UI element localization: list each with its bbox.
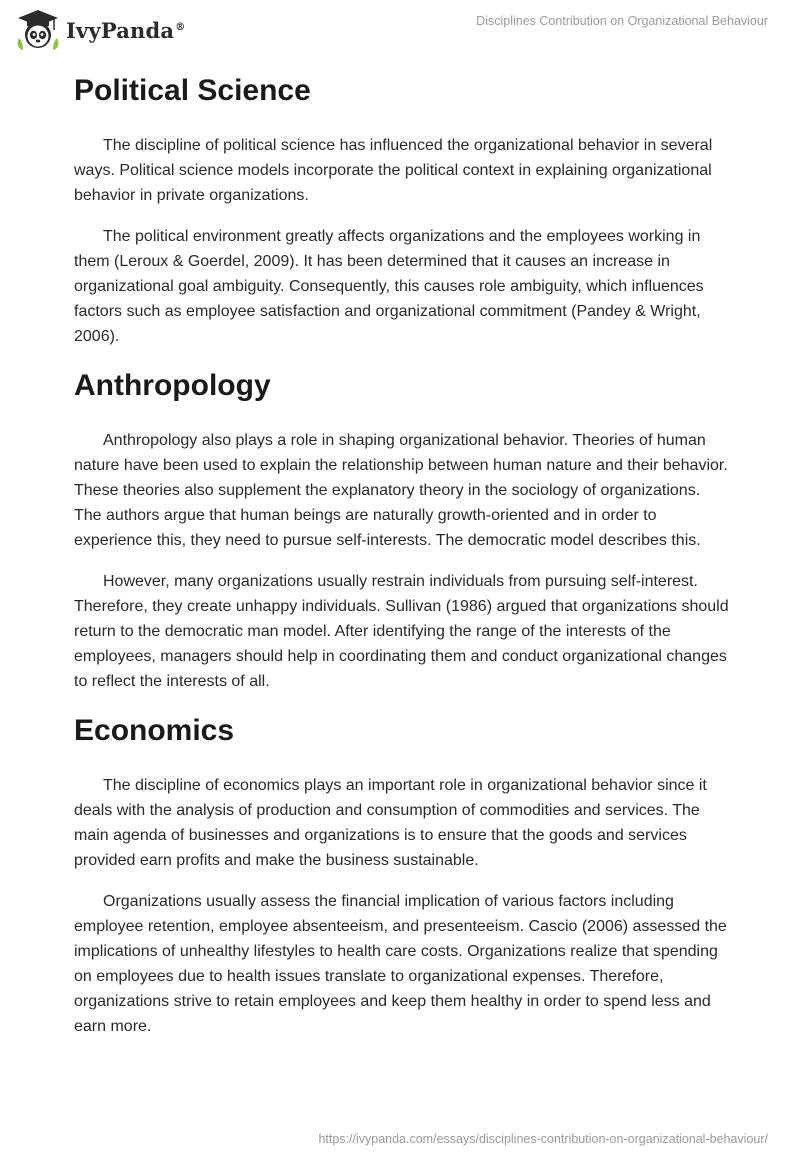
document-title: Disciplines Contribution on Organizational Behaviour: [476, 14, 768, 28]
paragraph: Organizations usually assess the financial implication of various factors including employee retention, employee absenteeism, and presenteeism. Cascio (2006) assessed the implications of unhealthy lifestyles to health care costs. Organizations realize that spending on employees due to health issues translate to organizational expenses. Therefore, organizations strive to retain employees and keep them healthy in order to spend less and earn more.: [74, 893, 727, 1035]
paragraph: The discipline of political science has influenced the organizational behavior in several ways. Political science models incorporate the political context in explaining organizational behavior in private organizations.: [74, 137, 713, 204]
logo-text: IvyPanda®: [66, 17, 186, 43]
section-economics: [74, 710, 730, 1039]
panda-graduate-icon: [14, 8, 62, 52]
section-heading: Anthropology: [74, 369, 271, 402]
section-anthropology: [74, 365, 730, 694]
paragraph: However, many organizations usually restrain individuals from pursuing self-interest. Therefore, they create unhappy individuals. Sullivan (1986) argued that organizations should return to the democratic man model. After identifying the range of the interests of the employees, managers should help in coordinating them and conduct organizational changes to reflect the interests of all.: [74, 573, 729, 690]
section-heading: Economics: [74, 714, 235, 747]
source-url-link[interactable]: https://ivypanda.com/essays/disciplines-contribution-on-organizational-behaviour/: [318, 1132, 768, 1146]
paragraph: The political environment greatly affects organizations and the employees working in them (Leroux & Goerdel, 2009). It has been determined that it causes an increase in organizational goal ambiguity. Consequently, this causes role ambiguity, which influences factors such as employee satisfaction and organizational commitment (Pandey & Wright, 2006).: [74, 228, 704, 345]
registered-mark: ®: [175, 21, 186, 33]
page-header: [0, 0, 800, 60]
paragraph: Anthropology also plays a role in shaping organizational behavior. Theories of human nature have been used to explain the relationship between human nature and their behavior. These theories also supplement the explanatory theory in the sociology of organizations. The authors argue that human beings are naturally growth-oriented and in order to experience this, they need to pursue self-interests. The democratic model describes this.: [74, 432, 728, 549]
ivypanda-logo[interactable]: [14, 8, 185, 52]
section-heading: Political Science: [74, 74, 311, 107]
section-political-science: [74, 70, 730, 349]
essay-content: [74, 70, 730, 1055]
paragraph: The discipline of economics plays an important role in organizational behavior since it deals with the analysis of production and consumption of commodities and services. The main agenda of businesses and organizations is to ensure that the goods and services provided earn profits and make the business sustainable.: [74, 777, 707, 869]
